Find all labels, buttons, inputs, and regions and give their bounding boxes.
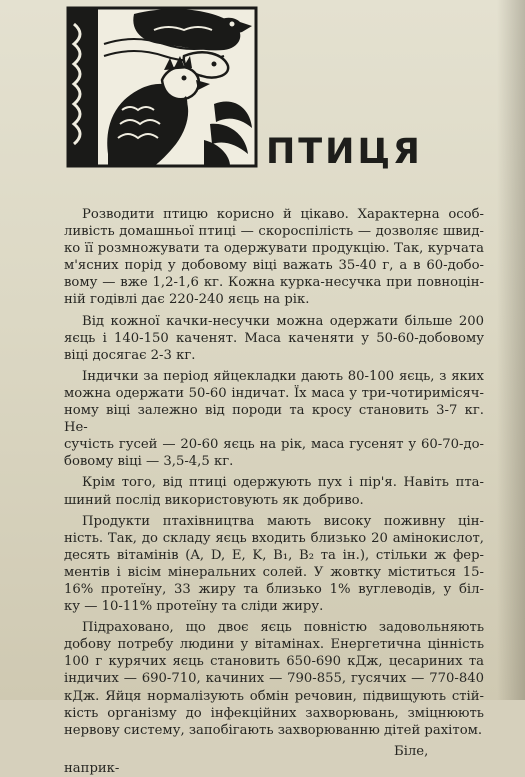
text-line: нервову систему, запобігають захворюванню дітей рахітом. [64, 722, 483, 738]
paragraph [64, 513, 484, 616]
text-line: яєць і 140-150 каченят. Маса каченяти у 50-60-добовому [64, 330, 484, 346]
text-line: вому — вже 1,2-1,6 кг. Кожна курка-несучка при повноцін- [64, 275, 484, 291]
text-line: віці досягає 2-3 кг. [64, 347, 196, 363]
paragraph [64, 743, 484, 777]
text-line: ку — 10-11% протеїну та сліди жиру. [64, 599, 324, 615]
rooster-and-duck-woodcut-icon [64, 4, 260, 170]
text-line: Крім того, від птиці одержують пух і пір'я. Навіть пта- [82, 475, 484, 491]
text-line: ність. Так, до складу яєць входить близько 20 амінокислот, [64, 530, 484, 546]
text-line: м'ясних порід у добовому віці важать 35-40 г, а в 60-добо- [64, 258, 484, 274]
paragraph [64, 313, 484, 364]
text-line: ментів і вісім мінеральних солей. У жовтку міститься 15- [64, 564, 484, 580]
text-line: можна одержати 50-60 індичат. Їх маса у три-чотиримісяч- [64, 385, 484, 401]
text-line: ко її розмножувати та одержувати продукцію. Так, курчата [64, 241, 484, 257]
text-line: десять вітамінів (A, D, E, K, B₁, B₂ та ін.), стільки ж фер- [64, 547, 484, 563]
text-line: кість організму до інфекційних захворювань, зміцнюють [64, 705, 484, 721]
text-line: кДж. Яйця нормалізують обмін речовин, підвищують стій- [64, 688, 484, 704]
text-line: шиний послід використовують як добриво. [64, 492, 364, 508]
text-line: добову потребу людини у вітамінах. Енергетична цінність [64, 637, 484, 653]
text-line: 100 г курячих яєць становить 650-690 кДж, цесариних та [64, 654, 484, 670]
text-line: бовому віці — 3,5-4,5 кг. [64, 454, 234, 470]
text-line: 16% протеїну, 33 жиру та близько 1% вуглеводів, у біл- [64, 581, 484, 597]
text-line: Підраховано, що двоє яєць повністю задовольняють [82, 620, 484, 636]
paragraph [64, 619, 484, 739]
paragraph [64, 368, 484, 471]
paragraph [64, 474, 484, 508]
text-line: Індички за період яйцекладки дають 80-100 яєць, з яких [82, 368, 484, 384]
page-edge-shadow [497, 0, 525, 700]
text-line: ній годівлі дає 220-240 яєць на рік. [64, 292, 310, 308]
body-text [64, 206, 484, 777]
text-line: Біле, наприк- [64, 743, 429, 776]
text-line: ливість домашньої птиці — скороспілість — дозволяє швид- [64, 224, 484, 240]
text-line: Від кожної качки-несучки можна одержати більше 200 [82, 313, 484, 329]
chapter-title: ПТИЦЯ [266, 132, 423, 172]
text-line: Продукти птахівництва мають високу поживну цін- [82, 513, 484, 529]
paragraph [64, 206, 484, 309]
text-line: сучість гусей — 20-60 яєць на рік, маса гусенят у 60-70-до- [64, 437, 484, 453]
text-line: ному віці залежно від породи та кросу становить 3-7 кг. Не- [64, 403, 484, 436]
text-line: індичих — 690-710, качиних — 790-855, гусячих — 770-840 [64, 671, 484, 687]
text-line: Розводити птицю корисно й цікаво. Характерна особ- [82, 207, 484, 222]
